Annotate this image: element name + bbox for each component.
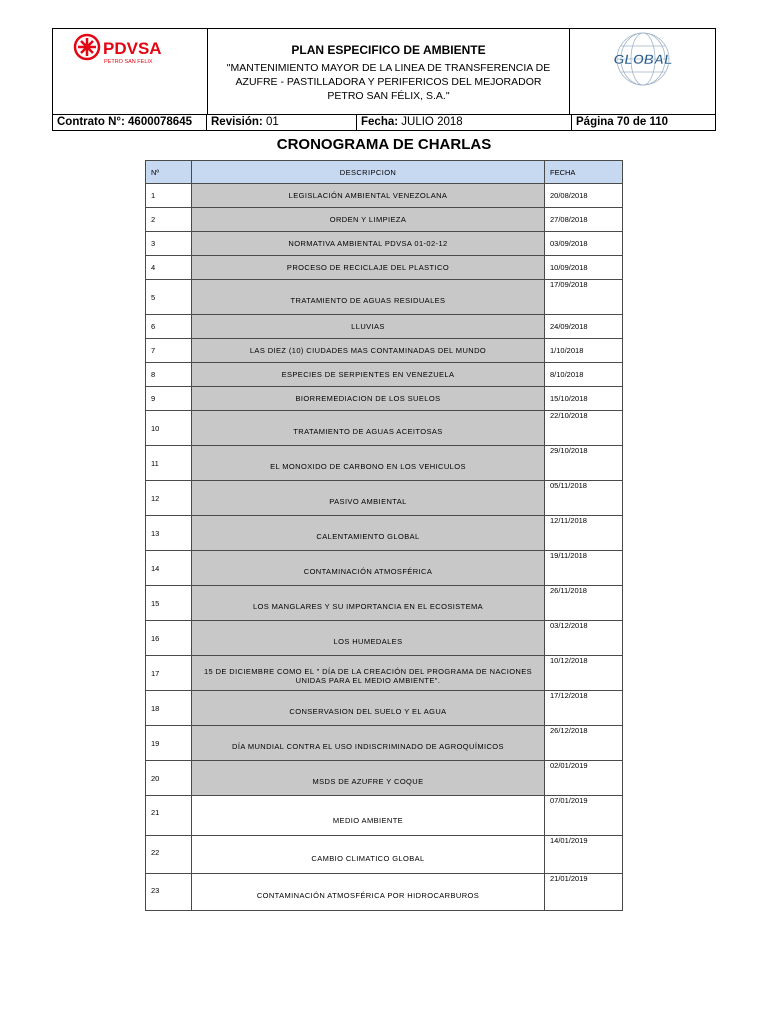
row-num: 22 xyxy=(146,836,192,874)
row-desc: PROCESO DE RECICLAJE DEL PLASTICO xyxy=(192,256,545,280)
row-num: 16 xyxy=(146,621,192,656)
row-num: 2 xyxy=(146,208,192,232)
plan-title-cell xyxy=(208,29,570,114)
row-fecha: 12/11/2018 xyxy=(545,516,623,551)
row-desc: NORMATIVA AMBIENTAL PDVSA 01-02-12 xyxy=(192,232,545,256)
row-num: 20 xyxy=(146,761,192,796)
row-desc: LAS DIEZ (10) CIUDADES MAS CONTAMINADAS DEL MUNDO xyxy=(192,339,545,363)
row-num: 1 xyxy=(146,184,192,208)
pdvsa-logo-subtext: PETRO SAN FELIX xyxy=(104,59,153,65)
table-row xyxy=(146,761,623,796)
row-fecha: 07/01/2019 xyxy=(545,796,623,836)
row-fecha: 15/10/2018 xyxy=(545,387,623,411)
global-logo-cell xyxy=(570,29,715,114)
table-row xyxy=(146,411,623,446)
row-num: 13 xyxy=(146,516,192,551)
row-fecha: 27/08/2018 xyxy=(545,208,623,232)
row-fecha: 26/12/2018 xyxy=(545,726,623,761)
fecha-value: JULIO 2018 xyxy=(401,116,463,128)
fecha xyxy=(357,115,572,130)
row-desc: PASIVO AMBIENTAL xyxy=(192,481,545,516)
revision-label: Revisión: xyxy=(211,116,263,128)
row-fecha: 10/09/2018 xyxy=(545,256,623,280)
table-row xyxy=(146,184,623,208)
row-fecha: 22/10/2018 xyxy=(545,411,623,446)
row-fecha: 14/01/2019 xyxy=(545,836,623,874)
row-desc: CALENTAMIENTO GLOBAL xyxy=(192,516,545,551)
table-row xyxy=(146,796,623,836)
row-desc: LEGISLACIÓN AMBIENTAL VENEZOLANA xyxy=(192,184,545,208)
row-fecha: 19/11/2018 xyxy=(545,551,623,586)
row-desc: CONTAMINACIÓN ATMOSFÉRICA POR HIDROCARBUROS xyxy=(192,874,545,911)
row-desc: TRATAMIENTO DE AGUAS RESIDUALES xyxy=(192,280,545,315)
row-fecha: 17/09/2018 xyxy=(545,280,623,315)
plan-title: PLAN ESPECIFICO DE AMBIENTE xyxy=(291,43,486,57)
row-fecha: 17/12/2018 xyxy=(545,691,623,726)
table-row xyxy=(146,208,623,232)
row-desc: LLUVIAS xyxy=(192,315,545,339)
row-num: 4 xyxy=(146,256,192,280)
row-num: 9 xyxy=(146,387,192,411)
row-num: 7 xyxy=(146,339,192,363)
table-row xyxy=(146,516,623,551)
table-row xyxy=(146,232,623,256)
row-num: 5 xyxy=(146,280,192,315)
table-row xyxy=(146,836,623,874)
contrato: Contrato N°: 4600078645 xyxy=(53,115,207,130)
row-fecha: 24/09/2018 xyxy=(545,315,623,339)
schedule-body xyxy=(146,184,623,911)
document-header xyxy=(52,28,716,131)
row-num: 21 xyxy=(146,796,192,836)
row-desc: LOS HUMEDALES xyxy=(192,621,545,656)
row-desc: 15 DE DICIEMBRE COMO EL " DÍA DE LA CREACIÓN DEL PROGRAMA DE NACIONES UNIDAS PARA EL MEDIO AMBIENTE". xyxy=(192,656,545,691)
pdvsa-logo-text: PDVSA xyxy=(103,39,162,58)
row-desc: MSDS DE AZUFRE Y COQUE xyxy=(192,761,545,796)
row-fecha: 1/10/2018 xyxy=(545,339,623,363)
row-num: 3 xyxy=(146,232,192,256)
row-desc: ORDEN Y LIMPIEZA xyxy=(192,208,545,232)
row-num: 18 xyxy=(146,691,192,726)
global-logo-text: GLOBAL xyxy=(613,51,673,67)
row-num: 8 xyxy=(146,363,192,387)
row-fecha: 10/12/2018 xyxy=(545,656,623,691)
pdvsa-logo-icon xyxy=(73,33,193,67)
table-row xyxy=(146,726,623,761)
fecha-label: Fecha: xyxy=(361,116,399,128)
row-desc: TRATAMIENTO DE AGUAS ACEITOSAS xyxy=(192,411,545,446)
row-fecha: 8/10/2018 xyxy=(545,363,623,387)
revision xyxy=(207,115,357,130)
row-fecha: 03/09/2018 xyxy=(545,232,623,256)
revision-value: 01 xyxy=(265,116,279,128)
header-info-row xyxy=(53,115,715,130)
row-desc: DÍA MUNDIAL CONTRA EL USO INDISCRIMINADO DE AGROQUÍMICOS xyxy=(192,726,545,761)
row-num: 17 xyxy=(146,656,192,691)
header-fecha: FECHA xyxy=(545,161,623,184)
table-row xyxy=(146,256,623,280)
table-row xyxy=(146,363,623,387)
row-num: 10 xyxy=(146,411,192,446)
table-row xyxy=(146,387,623,411)
table-row xyxy=(146,315,623,339)
table-row xyxy=(146,586,623,621)
globe-icon xyxy=(603,19,683,99)
row-num: 12 xyxy=(146,481,192,516)
row-num: 6 xyxy=(146,315,192,339)
row-num: 11 xyxy=(146,446,192,481)
pdvsa-logo-cell xyxy=(53,29,208,114)
plan-subtitle: "MANTENIMIENTO MAYOR DE LA LINEA DE TRANSFERENCIA DE AZUFRE - PASTILLADORA Y PERIFERICOS DEL MEJORADOR PETRO SAN FÉLIX, S.A." xyxy=(226,62,551,102)
table-row xyxy=(146,621,623,656)
table-row xyxy=(146,280,623,315)
row-desc: CONSERVASION DEL SUELO Y EL AGUA xyxy=(192,691,545,726)
row-desc: BIORREMEDIACION DE LOS SUELOS xyxy=(192,387,545,411)
page-title: CRONOGRAMA DE CHARLAS xyxy=(276,136,492,153)
table-row xyxy=(146,339,623,363)
row-desc: LOS MANGLARES Y SU IMPORTANCIA EN EL ECOSISTEMA xyxy=(192,586,545,621)
table-header-row xyxy=(146,161,623,184)
row-desc: MEDIO AMBIENTE xyxy=(192,796,545,836)
table-row xyxy=(146,656,623,691)
row-fecha: 29/10/2018 xyxy=(545,446,623,481)
pagina: Página 70 de 110 xyxy=(576,116,669,128)
table-row xyxy=(146,691,623,726)
table-row xyxy=(146,481,623,516)
row-fecha: 03/12/2018 xyxy=(545,621,623,656)
row-desc: ESPECIES DE SERPIENTES EN VENEZUELA xyxy=(192,363,545,387)
table-row xyxy=(146,446,623,481)
row-num: 15 xyxy=(146,586,192,621)
row-fecha: 02/01/2019 xyxy=(545,761,623,796)
row-num: 19 xyxy=(146,726,192,761)
header-desc: DESCRIPCION xyxy=(192,161,545,184)
row-desc: CAMBIO CLIMATICO GLOBAL xyxy=(192,836,545,874)
row-fecha: 26/11/2018 xyxy=(545,586,623,621)
table-row xyxy=(146,874,623,911)
row-num: 14 xyxy=(146,551,192,586)
row-fecha: 21/01/2019 xyxy=(545,874,623,911)
table-row xyxy=(146,551,623,586)
row-fecha: 20/08/2018 xyxy=(545,184,623,208)
schedule-table xyxy=(145,160,623,911)
row-desc: EL MONOXIDO DE CARBONO EN LOS VEHICULOS xyxy=(192,446,545,481)
row-fecha: 05/11/2018 xyxy=(545,481,623,516)
row-num: 23 xyxy=(146,874,192,911)
header-num: Nº xyxy=(146,161,192,184)
row-desc: CONTAMINACIÓN ATMOSFÉRICA xyxy=(192,551,545,586)
